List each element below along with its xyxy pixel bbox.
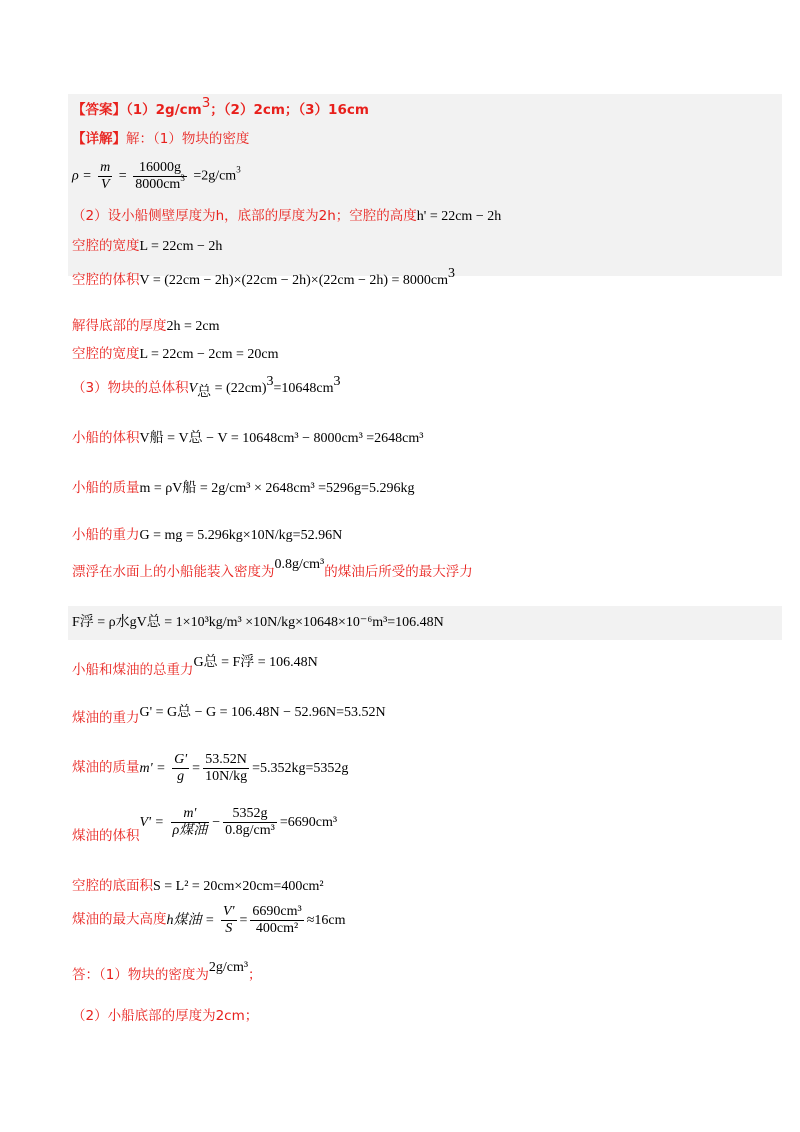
oil-volume-line: 煤油的体积V' = $\frac{m'}{\text{ρ煤油}}$ − $\frac{5352g}{\text{0.8g/cm³}}$ =6690cm³ xyxy=(72,806,338,844)
width1-line: 空腔的宽度L = 22cm − 2h xyxy=(72,238,223,254)
boat-volume-line: 小船的体积V船 = V总 − V = 10648cm³ − 8000cm³ =2648cm³ xyxy=(72,430,424,446)
total-weight-line: 小船和煤油的总重力G总 = F浮 = 106.48N xyxy=(72,655,318,678)
detail-line xyxy=(72,129,249,149)
density-formula: ρ = $\frac{m}{V}$ = $\frac{16000g}{8000cm^3}$ $=2g/cm^3$ xyxy=(72,160,241,192)
answer-rest: ；（2）2cm；（3）16cm xyxy=(210,102,369,118)
part2-formula: h' = 22cm − 2h xyxy=(416,209,502,224)
answer-line xyxy=(72,95,369,120)
conclusion-line1: 答：（1）物块的密度为2g/cm³； xyxy=(72,960,262,983)
bottom-thickness-line: 解得底部的厚度2h = 2cm xyxy=(72,318,220,334)
answer-part1-sup: 3 xyxy=(201,95,211,111)
oil-weight-line: 煤油的重力G' = G总 − G = 106.48N − 52.96N=53.52N xyxy=(72,705,386,726)
buoyancy-formula: F浮 = ρ水gV总 = 1×10³kg/m³ ×10N/kg×10648×10⁻⁶m³=106.48N xyxy=(72,615,444,630)
answer-part1: （1）2g/cm xyxy=(126,102,202,118)
width2-line: 空腔的宽度L = 22cm − 2cm = 20cm xyxy=(72,346,279,362)
detail-label: 【详解】 xyxy=(72,131,126,147)
boat-mass-line: 小船的质量m = ρV船 = 2g/cm³ × 2648cm³ =5296g=5.296kg xyxy=(72,480,415,496)
part3-line: （3）物块的总体积$V_总 = (22cm)^3=10648cm^3$ xyxy=(72,374,341,400)
part2-line xyxy=(72,206,501,227)
base-area-line: 空腔的底面积S = L² = 20cm×20cm=400cm² xyxy=(72,878,324,894)
detail-intro: 解：（1）物块的密度 xyxy=(126,131,250,147)
max-height-line: 煤油的最大高度h煤油 = $\frac{V'}{S}$ = $\frac{\text{6690cm³}}{\text{400cm²}}$ ≈16cm xyxy=(72,904,346,936)
boat-weight-line: 小船的重力G = mg = 5.296kg×10N/kg=52.96N xyxy=(72,527,343,543)
float-line: 漂浮在水面上的小船能装入密度为0.8g/cm³的煤油后所受的最大浮力 xyxy=(72,557,473,580)
part2-text: （2）设小船侧壁厚度为h，底部的厚度为2h；空腔的高度 xyxy=(72,208,417,224)
oil-mass-line: 煤油的质量m' = $\frac{G'}{g}$ = $\frac{53.52N}{10N/kg}$ =5.352kg=5352g xyxy=(72,752,349,784)
volume1-line: 空腔的体积$V = (22cm - 2h)\times(22cm - 2h)\times(22cm - 2h) = 8000cm^3$ xyxy=(72,266,456,288)
conclusion-line2: （2）小船底部的厚度为2cm； xyxy=(72,1008,259,1024)
answer-label: 【答案】 xyxy=(72,102,126,118)
